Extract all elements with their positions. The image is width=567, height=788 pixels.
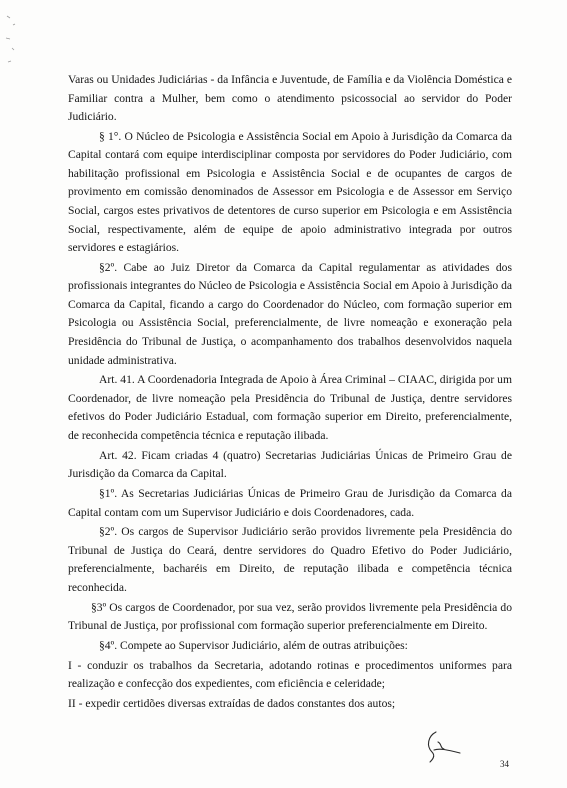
paragraph-section-2: §2º. Cabe ao Juiz Diretor da Comarca da Capital regulamentar as atividades dos profissionais integrantes do Núcleo de Psicologia e Assistência Social em Apoio à Jurisdição da Comarca da Capital, ficando a cargo do Coordenador do Núcleo, com formação superior em Psicologia ou Assistência Social, preferencialmente, de livre nomeação e exoneração pela Presidência do Tribunal de Justiça, o acompanhamento dos trabalhos desenvolvidos naquela unidade administrativa. [68, 260, 513, 367]
paragraph-article-41: Art. 41. A Coordenadoria Integrada de Apoio à Área Criminal – CIAAC, dirigida por um Coordenador, de livre nomeação pela Presidência do Tribunal de Justiça, dentre servidores efetivos do Poder Judiciário Estadual, com formação superior em Direito, preferencialmente, de reconhecida competência técnica e reputação ilibada. [68, 373, 512, 442]
paragraph-article-42-section-4: §4º. Compete ao Supervisor Judiciário, além de outras atribuições: [99, 638, 408, 652]
handwritten-initials-signature [418, 728, 466, 766]
paragraph-article-42: Art. 42. Ficam criadas 4 (quatro) Secretarias Judiciárias Únicas de Primeiro Grau de Jurisdição da Comarca da Capital. [68, 448, 512, 481]
list-item-1: I - conduzir os trabalhos da Secretaria, adotando rotinas e procedimentos uniformes para realização e confecção dos expedientes, com eficiência e celeridade; [68, 658, 512, 691]
scan-marks-decoration [4, 10, 18, 80]
paragraph-continuation: Varas ou Unidades Judiciárias - da Infância e Juventude, de Família e da Violência Doméstica e Familiar contra a Mulher, bem como o atendimento psicossocial ao servidor do Poder Judiciário. [68, 73, 512, 124]
paragraph-article-42-section-3: §3º Os cargos de Coordenador, por sua vez, serão providos livremente pela Presidência do Tribunal de Justiça, por profissional com formação superior preferencialmente em Direito. [68, 600, 512, 633]
paragraph-section-1: § 1°. O Núcleo de Psicologia e Assistência Social em Apoio à Jurisdição da Comarca da Capital contará com equipe interdisciplinar composta por servidores do Poder Judiciário, com habilitação profissional em Psicologia e Assistência Social e de ocupantes de cargos de provimento em comissão denominados de Assessor em Psicologia e de Assessor em Serviço Social, cargos estes privativos de detentores de curso superior em Psicologia e em Assistência Social, respectivamente, além de equipe de apoio administrativo integrada por outros servidores e estagiários. [68, 129, 512, 255]
page-number: 34 [500, 759, 509, 769]
document-body [68, 71, 512, 715]
paragraph-article-42-section-2: §2º. Os cargos de Supervisor Judiciário serão providos livremente pela Presidência do Tribunal de Justiça do Ceará, dentre servidores do Quadro Efetivo do Poder Judiciário, preferencialmente, bacharéis em Direito, de reputação ilibada e competência técnica reconhecida. [68, 525, 512, 594]
list-item-2: II - expedir certidões diversas extraídas de dados constantes dos autos; [68, 696, 396, 710]
paragraph-article-42-section-1: §1º. As Secretarias Judiciárias Únicas de Primeiro Grau de Jurisdição da Comarca da Capital contam com um Supervisor Judiciário e dois Coordenadores, cada. [68, 486, 512, 519]
